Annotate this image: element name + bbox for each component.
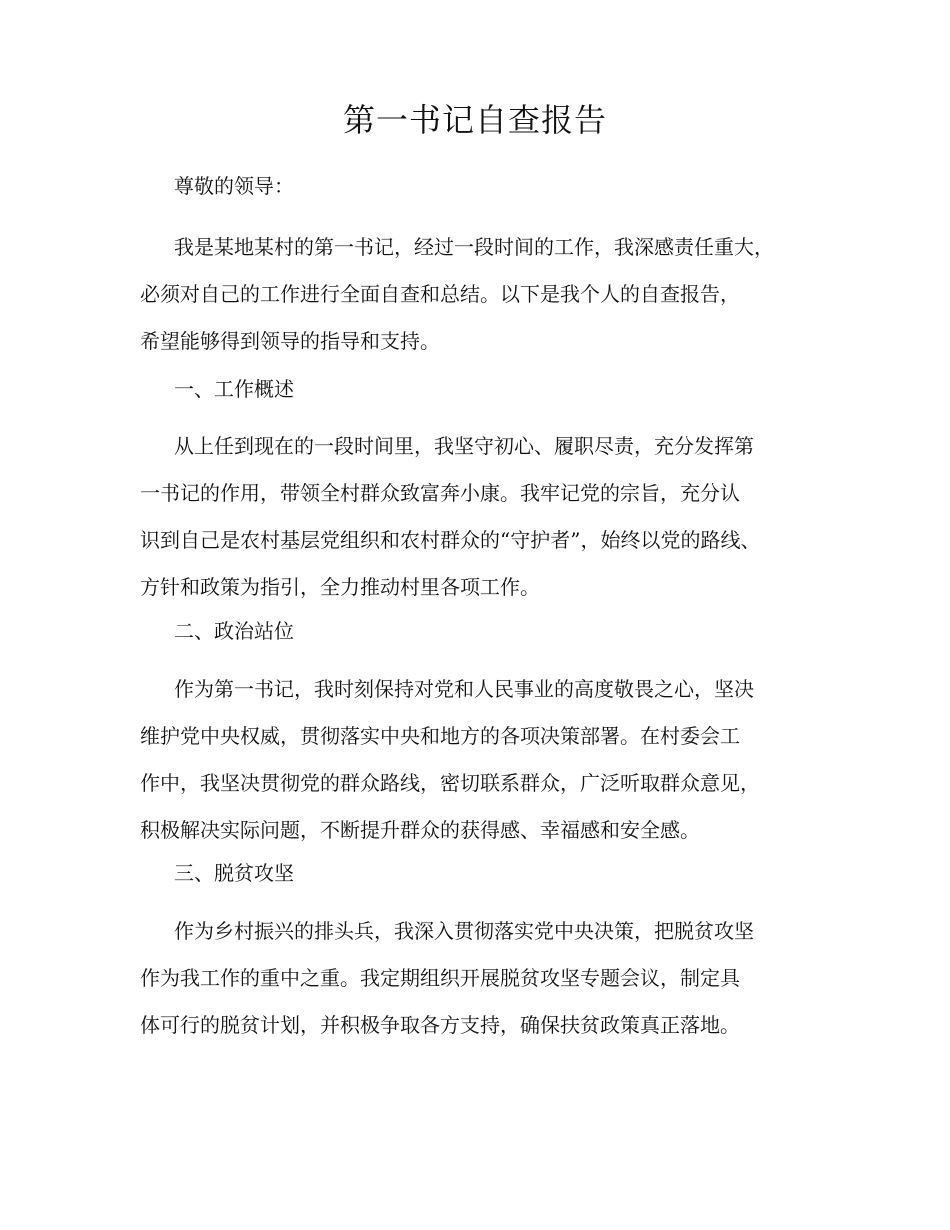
section-heading-overview [140, 366, 830, 413]
section-political-paragraph [140, 666, 830, 854]
paragraph-line: 识到自己是农村基层党组织和农村群众的“守护者”，始终以党的路线、 [140, 528, 761, 552]
salutation-text: 尊敬的领导： [174, 174, 294, 198]
document-title: 第一书记自查报告 [342, 101, 607, 139]
paragraph-line: 希望能够得到领导的指导和支持。 [140, 329, 440, 353]
paragraph-line: 作中，我坚决贯彻党的群众路线，密切联系群众，广泛听取群众意见， [140, 771, 760, 795]
paragraph-line: 作为我工作的重中之重。我定期组织开展脱贫攻坚专题会议，制定具 [140, 966, 740, 990]
paragraph-line: 我是某地某村的第一书记，经过一段时间的工作，我深感责任重大， [174, 235, 774, 259]
section-heading: 三、脱贫攻坚 [174, 861, 294, 885]
section-poverty-paragraph [140, 908, 830, 1049]
paragraph-line: 作为乡村振兴的排头兵，我深入贯彻落实党中央决策，把脱贫攻坚 [174, 919, 754, 943]
paragraph-line: 作为第一书记，我时刻保持对党和人民事业的高度敬畏之心，坚决 [174, 677, 754, 701]
paragraph-line: 一书记的作用，带领全村群众致富奔小康。我牢记党的宗旨，充分认 [140, 481, 740, 505]
intro-paragraph [140, 224, 830, 365]
paragraph-line: 方针和政策为指引，全力推动村里各项工作。 [140, 575, 540, 599]
salutation [140, 163, 830, 210]
paragraph-line: 从上任到现在的一段时间里，我坚守初心、履职尽责，充分发挥第 [174, 434, 754, 458]
section-heading: 一、工作概述 [174, 377, 294, 401]
paragraph-line: 维护党中央权威，贯彻落实中央和地方的各项决策部署。在村委会工 [140, 724, 740, 748]
section-heading: 二、政治站位 [174, 619, 294, 643]
paragraph-line: 必须对自己的工作进行全面自查和总结。以下是我个人的自查报告， [140, 282, 740, 306]
paragraph-line: 体可行的脱贫计划，并积极争取各方支持，确保扶贫政策真正落地。 [140, 1013, 740, 1037]
section-heading-political [140, 608, 830, 655]
paragraph-line: 积极解决实际问题，不断提升群众的获得感、幸福感和安全感。 [140, 818, 700, 842]
section-heading-poverty [140, 850, 830, 897]
section-overview-paragraph [140, 423, 830, 611]
